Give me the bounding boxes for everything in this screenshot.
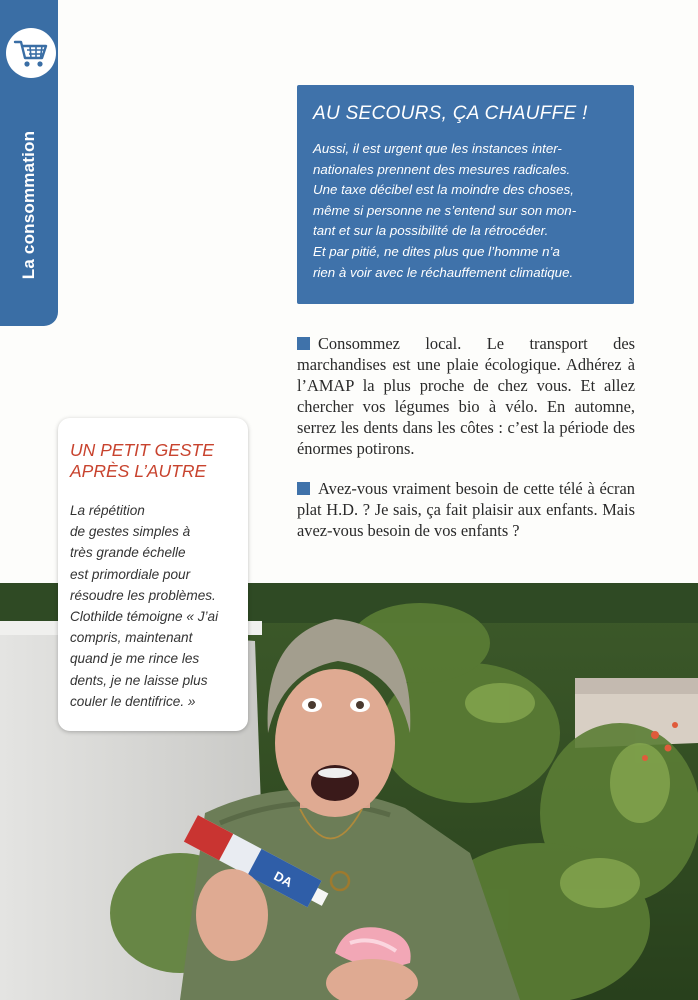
callout-title: AU SECOURS, ÇA CHAUFFE ! (313, 103, 588, 124)
tip-text (70, 500, 238, 712)
tip-line: compris, maintenant (70, 630, 193, 646)
callout-line: tant et sur la possibilité de la rétrocéder. (313, 223, 549, 239)
tip-line: La répétition (70, 503, 145, 518)
tip-box (58, 418, 248, 731)
callout-line: Et par pitié, ne dites plus que l’homme n’a (313, 243, 560, 259)
bullet-square-icon (297, 482, 310, 495)
callout-line: Une taxe décibel est la moindre des choses, (313, 182, 574, 198)
callout-box (297, 85, 634, 304)
paragraph-local: Consommez local. Le transport des marchandises est une plaie écologique. Adhérez à l’AMAP la plus proche de chez vous. Et allez chercher vos légumes bio à vélo. En automne, serrez les dents dans les côtes : c’est la période des énormes potirons. (297, 334, 635, 458)
tip-line: Clothilde témoigne « J’ai (70, 609, 219, 625)
callout-line: nationales prennent des mesures radicales. (313, 161, 571, 177)
tip-line: résoudre les problèmes. (70, 587, 216, 603)
section-tab (0, 0, 58, 326)
tip-line: est primordiale pour (70, 566, 191, 582)
bullet-square-icon (297, 337, 310, 350)
callout-text (313, 139, 618, 283)
cart-icon-badge (6, 28, 56, 78)
tip-line: très grande échelle (70, 545, 186, 561)
callout-line: rien à voir avec le réchauffement climatique. (313, 264, 574, 280)
tip-line: dents, je ne laisse plus (70, 672, 208, 688)
tip-line: de gestes simples à (70, 524, 191, 540)
cart-icon (12, 36, 50, 70)
callout-line: Aussi, il est urgent que les instances inter- (313, 141, 562, 156)
tip-line: quand je me rince les (70, 651, 200, 667)
section-label: La consommation (19, 130, 38, 280)
tube-label: DA (271, 868, 296, 891)
callout-line: même si personne ne s’entend sur son mon- (313, 202, 577, 218)
tip-line: couler le dentifrice. » (70, 693, 196, 709)
tip-title: UN PETIT GESTE APRÈS L’AUTRE (70, 440, 214, 481)
paragraph-tv: Avez-vous vraiment besoin de cette télé à écran plat H.D. ? Je sais, ça fait plaisir aux enfants. Mais avez-vous besoin de vos enfants ? (297, 479, 635, 540)
